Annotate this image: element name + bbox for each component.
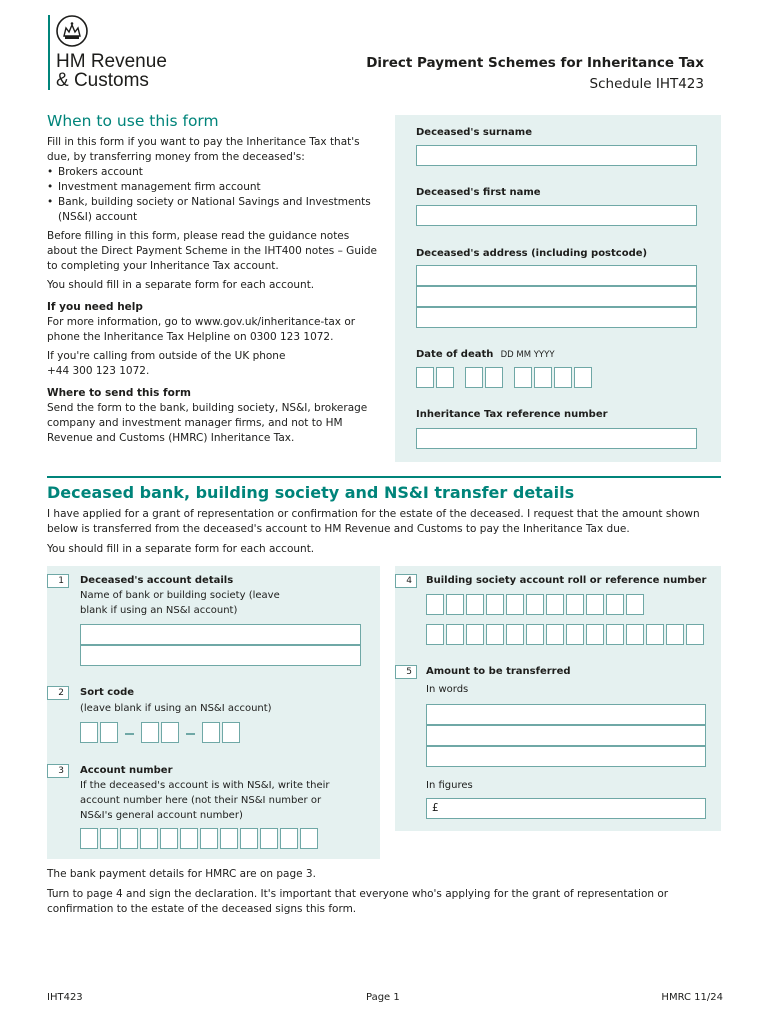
intro-bullet: • Investment management firm account [47,180,382,195]
sort-code-digit[interactable] [80,722,98,743]
roll-number-character[interactable] [486,594,504,615]
roll-number-character[interactable] [446,594,464,615]
bank-name-line-1-input[interactable] [80,624,361,645]
roll-number-character[interactable] [546,594,564,615]
account-number-digit[interactable] [300,828,318,849]
roll-number-character[interactable] [466,624,484,645]
iht-reference-label: Inheritance Tax reference number [416,409,608,420]
address-label: Deceased's address (including postcode) [416,248,648,259]
dod-day-digit[interactable] [436,367,454,388]
send-text: Send the form to the bank, building society, NS&I, brokerage company and investment manager firms, and not to HM Revenue and Customs (HMRC) Inheritance Tax. [47,402,368,444]
roll-number-character[interactable] [506,624,524,645]
logo-line-2: & Customs [56,70,149,91]
roll-number-row-2 [426,624,716,645]
account-details-panel [47,566,380,859]
roll-number-character[interactable] [606,594,624,615]
roll-number-character[interactable] [426,594,444,615]
dod-label-row [416,347,555,363]
intro-para-1: Fill in this form if you want to pay the Inheritance Tax that's due, by transferring money from the deceased's: [47,136,360,163]
roll-number-character[interactable] [686,624,704,645]
logo-text [56,52,167,90]
first-name-label: Deceased's first name [416,187,541,198]
sort-code-separator [186,733,195,735]
q4-title: Building society account roll or reference number [426,575,707,586]
roll-number-character[interactable] [626,594,644,615]
intro-heading: When to use this form [47,112,219,130]
roll-number-character[interactable] [586,594,604,615]
q1-hint: Name of bank or building society (leave blank if using an NS&I account) [80,590,280,616]
q1-title: Deceased's account details [80,575,234,586]
dod-month-digit[interactable] [465,367,483,388]
q3-title: Account number [80,765,173,776]
account-number-digit[interactable] [280,828,298,849]
sort-code-digit[interactable] [141,722,159,743]
form-title: Direct Payment Schemes for Inheritance Tax [366,55,704,71]
intro-para-3: You should fill in a separate form for each account. [47,279,315,291]
roll-number-character[interactable] [526,594,544,615]
q3-hint: If the deceased's account is with NS&I, write their account number here (not their NS&I number or NS&I's general account number) [80,780,330,821]
roll-number-character[interactable] [646,624,664,645]
iht-reference-input[interactable] [416,428,697,449]
amount-words-line-2-input[interactable] [426,725,706,746]
account-number-digit[interactable] [160,828,178,849]
account-number-digit[interactable] [200,828,218,849]
surname-input[interactable] [416,145,697,166]
amount-words-line-1-input[interactable] [426,704,706,725]
amount-words-line-3-input[interactable] [426,746,706,767]
roll-number-character[interactable] [526,624,544,645]
roll-number-character[interactable] [606,624,624,645]
crown-crest-icon [56,15,88,47]
dod-day-digit[interactable] [416,367,434,388]
roll-number-character[interactable] [666,624,684,645]
roll-number-character[interactable] [446,624,464,645]
form-subtitle: Schedule IHT423 [589,76,704,92]
sort-code-separator [125,733,134,735]
address-line-1-input[interactable] [416,265,697,286]
section-divider [47,476,721,478]
intro-bullet: • Bank, building society or National Savings and Investments (NS&I) account [47,195,382,225]
sort-code-digit[interactable] [222,722,240,743]
q5-in-figures-label: In figures [426,780,473,791]
intro-bullet-list [47,165,382,225]
question-5-number: 5 [395,665,417,679]
address-line-2-input[interactable] [416,286,697,307]
surname-label: Deceased's surname [416,127,533,138]
intro-bullet: • Brokers account [47,165,382,180]
roll-number-character[interactable] [506,594,524,615]
currency-symbol: £ [432,802,439,814]
question-3-number: 3 [47,764,69,778]
send-heading: Where to send this form [47,387,191,399]
dod-month-digit[interactable] [485,367,503,388]
transfer-para-2: You should fill in a separate form for each account. [47,543,315,555]
bank-name-line-2-input[interactable] [80,645,361,666]
footer-version: HMRC 11/24 [661,992,723,1003]
dod-hint: DD MM YYYY [500,350,555,360]
footer-page-number: Page 1 [366,992,400,1003]
transfer-details-panel [395,566,721,831]
q2-title: Sort code [80,687,135,698]
logo-line-1: HM Revenue [56,51,167,72]
transfer-heading: Deceased bank, building society and NS&I transfer details [47,483,575,502]
account-number-digit[interactable] [140,828,158,849]
first-name-input[interactable] [416,205,697,226]
q2-hint: (leave blank if using an NS&I account) [80,703,272,714]
bank-details-note: The bank payment details for HMRC are on page 3. [47,868,316,880]
account-number-digit[interactable] [220,828,238,849]
account-number-digit[interactable] [180,828,198,849]
deceased-details-panel [395,115,721,462]
account-number-digit[interactable] [100,828,118,849]
dod-year-digit[interactable] [514,367,532,388]
roll-number-character[interactable] [546,624,564,645]
help-text-2: If you're calling from outside of the UK phone +44 300 123 1072. [47,350,286,377]
dod-year-digit[interactable] [574,367,592,388]
declaration-note: Turn to page 4 and sign the declaration. It's important that everyone who's applying for the grant of representation or confirmation to the estate of the deceased signs this form. [47,888,669,915]
sort-code-digit[interactable] [161,722,179,743]
logo-rule [48,15,50,90]
roll-number-row-1 [426,594,656,615]
intro-text [47,135,382,446]
account-number-digit[interactable] [240,828,258,849]
dod-year-digit[interactable] [534,367,552,388]
sort-code-digit[interactable] [202,722,220,743]
question-1-number: 1 [47,574,69,588]
footer-form-code: IHT423 [47,992,83,1003]
dod-label: Date of death [416,349,494,360]
transfer-para-1: I have applied for a grant of representation or confirmation for the estate of the deceased. I request that the amount shown below is transferred from the deceased's account to HM Revenue and Customs to pay the Inheritance Tax due. [47,508,700,535]
q5-title: Amount to be transferred [426,666,571,677]
q5-in-words-label: In words [426,684,469,695]
roll-number-character[interactable] [626,624,644,645]
roll-number-character[interactable] [566,594,584,615]
roll-number-character[interactable] [566,624,584,645]
sort-code-digit[interactable] [100,722,118,743]
roll-number-character[interactable] [486,624,504,645]
roll-number-character[interactable] [586,624,604,645]
roll-number-character[interactable] [466,594,484,615]
question-4-number: 4 [395,574,417,588]
account-number-digit[interactable] [80,828,98,849]
amount-figures-input[interactable] [426,798,706,819]
dod-year-digit[interactable] [554,367,572,388]
account-number-digit[interactable] [120,828,138,849]
help-text: For more information, go to www.gov.uk/inheritance-tax or phone the Inheritance Tax Helpline on 0300 123 1072. [47,316,356,343]
question-2-number: 2 [47,686,69,700]
roll-number-character[interactable] [426,624,444,645]
intro-para-2: Before filling in this form, please read the guidance notes about the Direct Payment Scheme in the IHT400 notes – Guide to completing your Inheritance Tax account. [47,230,378,272]
help-heading: If you need help [47,301,143,313]
address-line-3-input[interactable] [416,307,697,328]
account-number-digit[interactable] [260,828,278,849]
